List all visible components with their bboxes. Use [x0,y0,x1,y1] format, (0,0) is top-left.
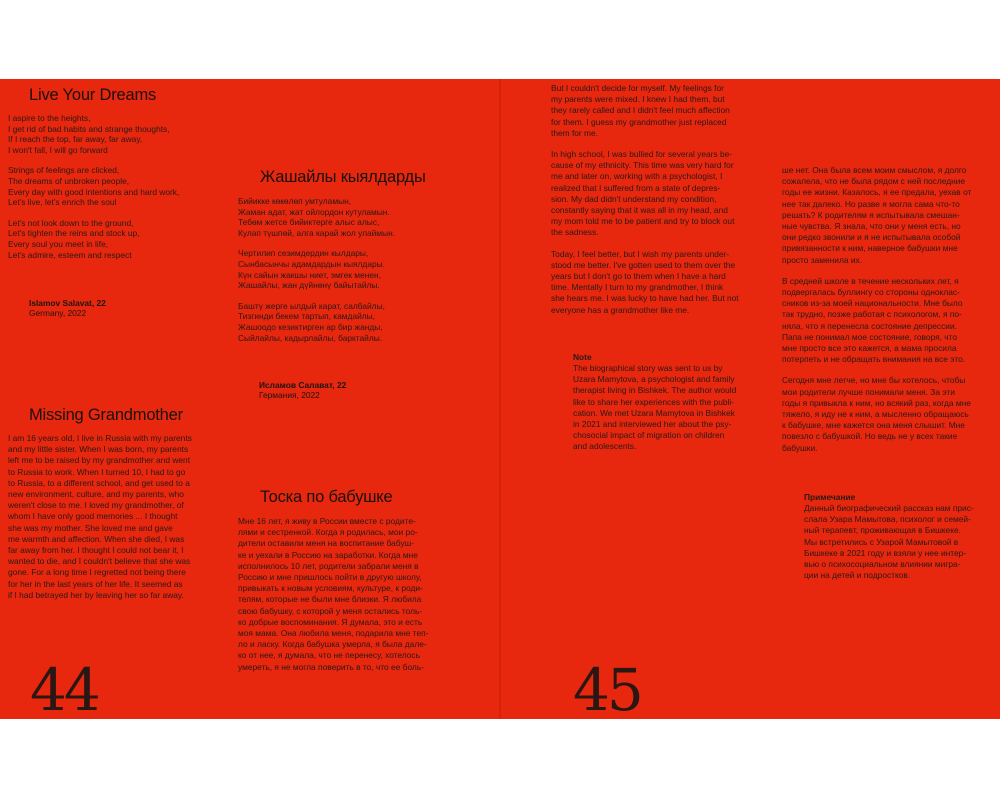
text-line: слала Узара Мамытова, психолог и семей- [804,514,971,525]
note-en-body [573,363,763,453]
page-number-right: 45 [573,656,641,719]
paragraph [782,276,994,366]
text-line: нее так далеко. Но разве я могла сама что-то [782,198,960,209]
text-line: няла, что я перенесла состояние депрессии. [782,320,957,331]
text-line: вью о психосоциальном влиянии мигра- [804,559,961,570]
text-line: годы ее жизни. Казалось, я ее предала, уехав от [782,187,972,198]
text-line: cause of my ethnicity. This time was very hard for [551,160,734,171]
text-line: In high school, I was bullied for several years be- [551,149,733,160]
text-line: телям, которые не были мне близки. Я любила [238,594,422,605]
text-line: Баштү жерге ылдый карат, салбайлы, [238,300,385,311]
text-line: ше нет. Она была всем моим смыслом, я долго [782,165,967,175]
text-line: she was my mother. She loved me and gave [8,522,173,533]
text-line: Let's live, let's enrich the soul [8,197,117,208]
text-line: ко от нее, я думала, что не перенесу, хотелось [238,650,420,661]
text-line: Let's not look down to the ground, [8,217,134,228]
text-line: лями и сестренкой. Когда я родилась, мои ро- [238,527,418,538]
text-line: if I had betrayed her by leaving her so far away. [8,589,184,600]
text-line: far away from her. I thought I could not bear it, I [8,545,184,556]
text-line: The dreams of unbroken people, [8,175,130,186]
text-line: Strings of feelings are clicked, [8,165,120,176]
text-line: The biographical story was sent to us by [573,363,723,373]
text-line: тяжело, я иду не к ним, а мысленно обращаюсь [782,409,969,420]
text-line: the sadness. [551,227,599,238]
stanza [238,248,478,290]
text-line: Every day with good intentions and hard work, [8,186,180,197]
text-line: исполнилось 10 лет, родители забрали меня в [238,560,419,571]
text-line: ции на детей и подростков. [804,570,911,581]
note-en-heading: Note [573,352,592,362]
text-line: my mom told me to be patient and try to block out [551,216,735,227]
paragraph [551,149,761,239]
text-line: решать? К родителям я испытывала смешан- [782,209,960,220]
story-en-continued [551,83,761,326]
text-line: and my little sister. When I was born, my parents [8,444,189,455]
text-line: for her in the last years of her life. It seemed as [8,578,183,589]
text-line: они редко звонили и я не испытывала особой [782,232,961,243]
text-line: chosocial impact of migration on children [573,430,725,441]
poem-ky-title: Жашайлы кыялдарды [260,168,426,186]
text-line: Тебөм жетсе бийиктерге алыс алыс, [238,217,380,228]
note-en [573,352,763,453]
text-line: Сыйлайлы, кадырлайлы, барктайлы. [238,332,383,343]
text-line: Жашайлы, жан дүйнөнү байытайлы. [238,280,380,291]
text-line: gone. For a long time I regretted not being there [8,567,186,578]
text-line: in 2021 and interviewed her about the psy- [573,419,732,430]
text-line: ные чувства. Я знала, что они у меня есть, но [782,221,961,232]
text-line: подвергалась буллингу со стороны одноклас- [782,287,960,298]
note-ru [804,492,994,581]
text-line: wanted to die, and I couldn't believe that she was [8,556,191,567]
text-line: to Russia, to a different school, and get used to a [8,477,190,488]
text-line: constantly saying that it was all in my head, and [551,205,728,216]
text-line: Россию и мне пришлось пойти в другую школу, [238,572,422,583]
text-line: But I couldn't decide for myself. My feelings for [551,83,724,93]
text-line: Данный биографический рассказ нам прис- [804,503,974,513]
paragraph [782,375,994,453]
text-line: сников из-за моей национальности. Мне было [782,298,963,309]
note-ru-body [804,503,994,581]
text-line: ко добрые воспоминания. Я думала, это и есть [238,616,423,627]
text-line: new environment, culture, and my parents, who [8,489,184,500]
text-line: свою бабушку, с которой у меня остались толь- [238,605,423,616]
text-line: бабушки. [782,442,818,453]
text-line: Let's tighten the reins and stock up, [8,228,140,239]
poem-en-place: Germany, 2022 [29,308,87,318]
text-line: like to share her experiences with the publi- [573,396,735,407]
magazine-spread [0,79,1000,719]
text-line: my parents were mixed. I knew I had them, but [551,94,725,105]
text-line: me warmth and affection. When she died, I was [8,533,185,544]
text-line: they rarely called and I didn't feel much affection [551,105,730,116]
poem-ky-signature [259,380,346,400]
text-line: years but I don't go to them when I have a hard [551,271,726,282]
text-line: дители оставили меня на воспитание бабуш- [238,538,415,549]
page-number-left: 44 [30,656,98,719]
text-line: stood me better. I've gotten used to them over the [551,259,736,270]
text-line: Жаман адат, жат ойлордон кутуламын. [238,206,390,217]
text-line: Мне 16 лет, я живу в России вместе с родите- [238,516,416,526]
text-line: I get rid of bad habits and strange thoughts, [8,123,170,134]
text-line: умереть, я не могла поверить в то, что ее боль- [238,661,424,672]
poem-en-title: Live Your Dreams [29,86,157,104]
poem-en-author: Islamov Salavat, 22 [29,298,106,308]
text-line: ный терапевт, проживающая в Бишкеке. [804,525,961,536]
text-line: Today, I feel better, but I wish my parents under- [551,248,730,259]
text-line: weren't close to me. I loved my grandmother, of [8,500,184,511]
text-line: she hears me. I was lucky to have had her. But not [551,293,739,304]
story-en-title: Missing Grandmother [29,406,183,424]
text-line: Чертилип сезимдердин кылдары, [238,248,369,259]
text-line: привязанности к ним, наверное бабушки мне [782,243,958,254]
text-line: привыкать к новым условиям, культуре, к роди- [238,583,423,594]
text-line: sion. My dad didn't understand my condition, [551,193,717,204]
stanza [8,113,228,155]
text-line: Күн сайын жакшы ниет, эмгек менен, [238,269,381,280]
poem-en-signature [29,298,106,318]
text-line: Every soul you meet in life, [8,238,109,249]
text-line: me and later on, working with a psychologist, I [551,171,723,182]
text-line: left me to be raised by my grandmother and went [8,455,191,466]
poem-en-body [8,113,228,270]
text-line: time. Mentally I turn to my grandmother, I think [551,282,724,293]
text-line: к бабушке, мне кажется она меня слышит. Мне [782,420,965,431]
text-line: I aspire to the heights, [8,113,91,123]
text-line: Uzara Mamytova, a psychologist and family [573,374,735,385]
story-ru-title: Тоска по бабушке [260,488,393,506]
text-line: for them. I guess my grandmother just replaced [551,116,727,127]
text-line: моя мама. Она любила меня, подарила мне теп- [238,628,429,639]
poem-ky-body [238,196,478,353]
text-line: Кулап түшпөй, алга карай жол улаймын. [238,227,396,238]
text-line: Жашоодо кезиктирген ар бир жанды, [238,321,383,332]
text-line: and adolescents. [573,441,637,452]
text-line: мне просто все это кажется, а мама просила [782,343,957,354]
story-ru-continued [782,165,994,464]
story-ru-body [238,516,446,673]
text-line: therapist living in Bishkek. The author would [573,385,737,396]
text-line: сожалела, что не была рядом с ней последние [782,176,966,187]
text-line: В средней школе в течение нескольких лет, я [782,275,959,286]
stanza [238,196,478,238]
stanza [8,218,228,260]
note-ru-heading: Примечание [804,492,856,502]
text-line: to Russia to work. When I turned 10, I had to go [8,466,186,477]
text-line: I won't fall, I will go forward [8,144,108,155]
text-line: cation. We met Uzara Mamytova in Bishkek [573,407,735,418]
paragraph [551,249,761,316]
poem-ky-author: Исламов Салават, 22 [259,380,347,390]
text-line: потерпеть и не обращать внимания на все это. [782,354,966,365]
text-line: Let's admire, esteem and respect [8,249,132,260]
text-line: them for me. [551,127,599,138]
text-line: ло и ласку. Когда бабушка умерла, я была дале- [238,639,427,650]
stanza [8,165,228,207]
text-line: I am 16 years old, I live in Russia with my parents [8,433,192,443]
paragraph [551,83,761,139]
stanza [238,301,478,343]
text-line: Папа не понимал мое состояние, говоря, что [782,331,958,342]
text-line: просто заменила их. [782,254,863,265]
page-gutter [499,79,501,719]
text-line: так трудно, позже работая с психологом, я по- [782,309,962,320]
text-line: whom I have only good memories ... I thought [8,511,178,522]
text-line: ке и уехали в Россию на заработки. Когда мне [238,549,418,560]
text-line: повезло с бабушкой. Но ведь не у всех такие [782,431,958,442]
text-line: годы я привыкла к ним, но всякий раз, когда мне [782,397,971,408]
text-line: Бишкеке в 2021 году и взяли у нее интер- [804,547,967,558]
text-line: realized that I suffered from a state of depres- [551,182,721,193]
poem-ky-place: Германия, 2022 [259,390,320,400]
text-line: Тизгинди бекем тартып, камдайлы, [238,311,376,322]
text-line: everyone has a grandmother like me. [551,304,690,315]
text-line: мои родители лучше понимали меня. За эти [782,386,955,397]
text-line: If I reach the top, far away, far away, [8,134,143,145]
paragraph [782,165,994,266]
text-line: Мы встретились с Узарой Мамытовой в [804,536,959,547]
text-line: Бийикке көкөлөп умтуламын, [238,196,352,206]
story-en-body [8,433,216,601]
text-line: Сынбасынчы адамдардын кыялдары. [238,258,385,269]
text-line: Сегодня мне легче, но мне бы хотелось, чтобы [782,375,966,386]
